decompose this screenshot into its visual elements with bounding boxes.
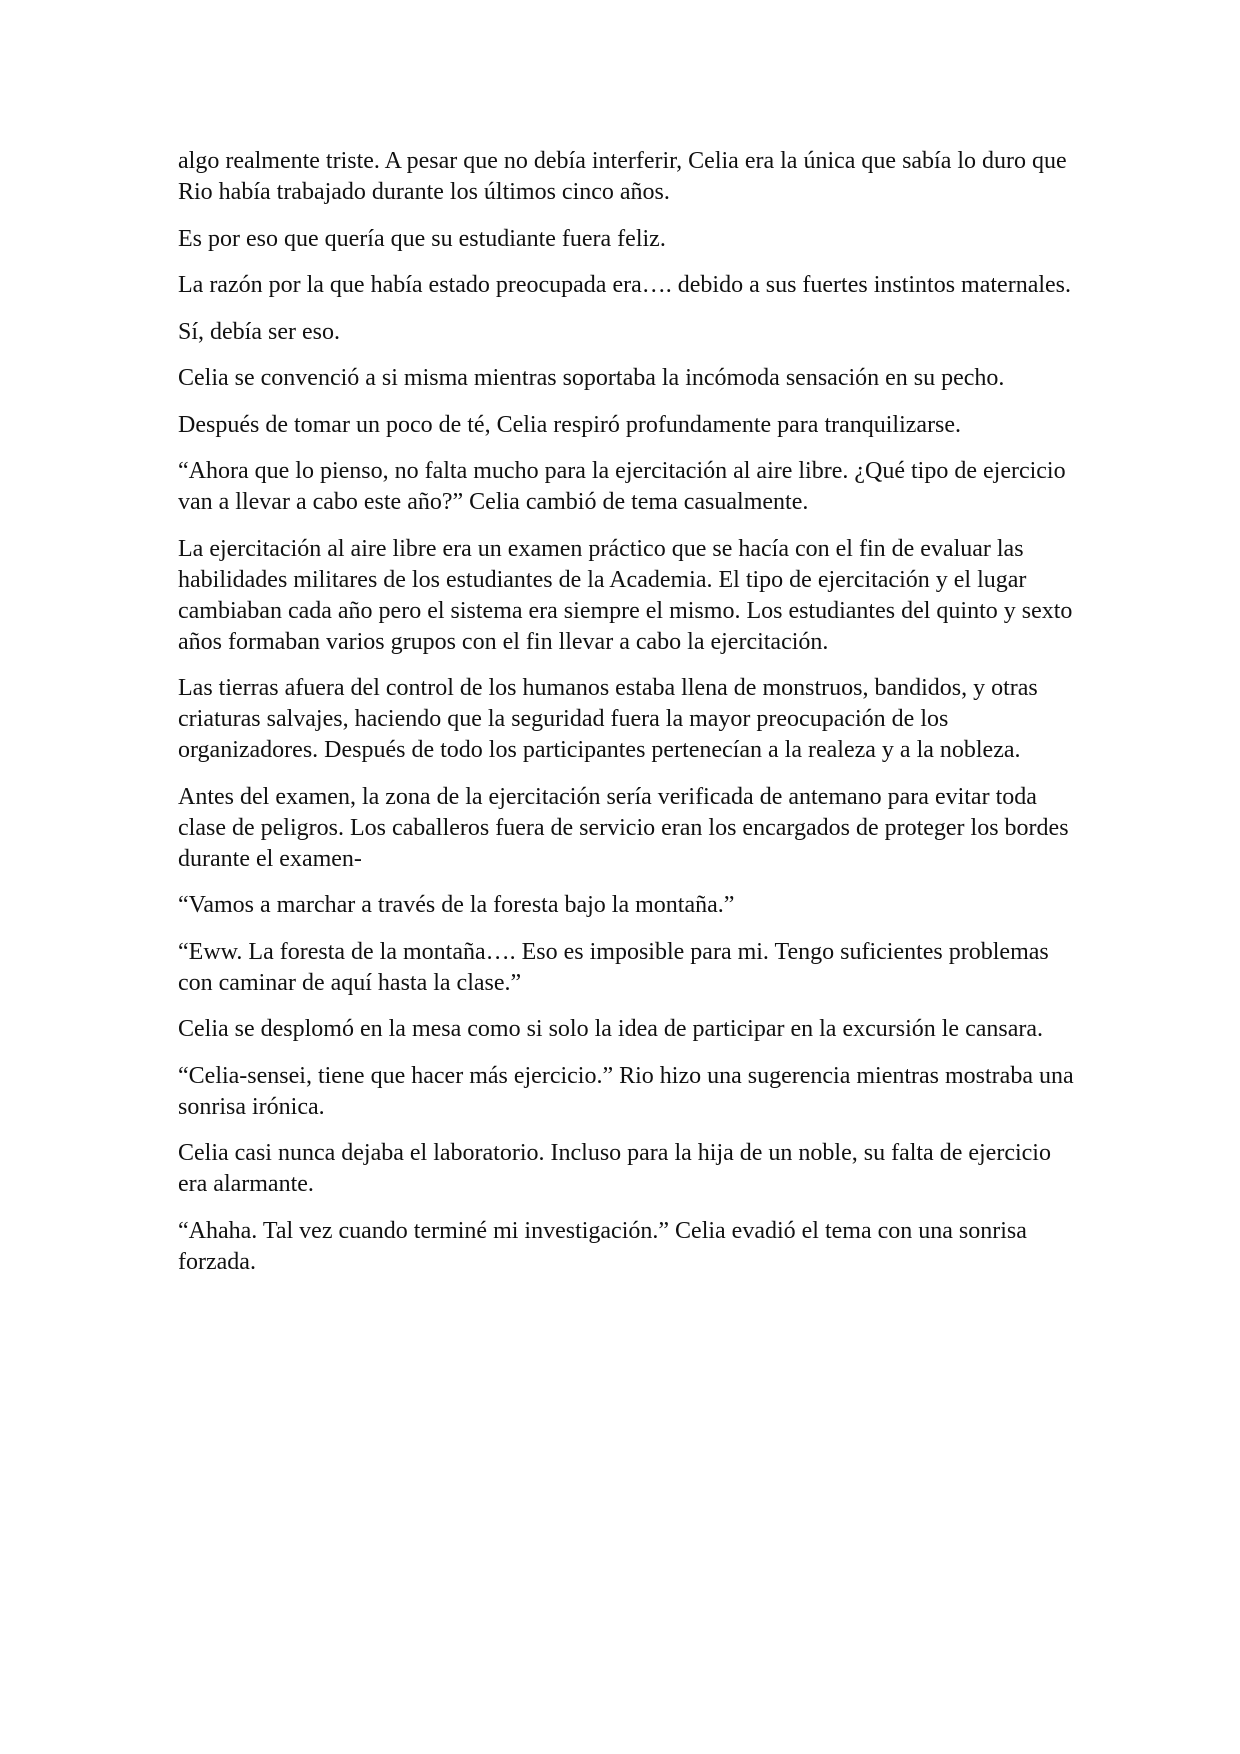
paragraph: “Ahaha. Tal vez cuando terminé mi investigación.” Celia evadió el tema con una sonrisa forzada. (178, 1217, 1027, 1275)
paragraph: Sí, debía ser eso. (178, 318, 340, 345)
paragraph: algo realmente triste. A pesar que no debía interferir, Celia era la única que sabía lo duro que Rio había trabajado durante los últimos cinco años. (178, 148, 1067, 205)
paragraph: Es por eso que quería que su estudiante fuera feliz. (178, 225, 666, 252)
document-body (178, 146, 1078, 1293)
paragraph: Celia casi nunca dejaba el laboratorio. Incluso para la hija de un noble, su falta de ejercicio era alarmante. (178, 1140, 1051, 1197)
paragraph: Las tierras afuera del control de los humanos estaba llena de monstruos, bandidos, y otras criaturas salvajes, haciendo que la seguridad fuera la mayor preocupación de los organizadores. Después de todo los participantes pertenecían a la realeza y a la nobleza. (178, 675, 1038, 763)
paragraph: Celia se desplomó en la mesa como si solo la idea de participar en la excursión le cansara. (178, 1016, 1044, 1042)
paragraph: “Vamos a marchar a través de la foresta bajo la montaña.” (178, 892, 735, 918)
paragraph: La razón por la que había estado preocupada era…. debido a sus fuertes instintos maternales. (178, 272, 1072, 298)
paragraph: “Celia-sensei, tiene que hacer más ejercicio.” Rio hizo una sugerencia mientras mostraba una sonrisa irónica. (178, 1062, 1074, 1120)
paragraph: La ejercitación al aire libre era un examen práctico que se hacía con el fin de evaluar las habilidades militares de los estudiantes de la Academia. El tipo de ejercitación y el lugar cambiaban cada año pero el sistema era siempre el mismo. Los estudiantes del quinto y sexto años formaban varios grupos con el fin llevar a cabo la ejercitación. (178, 535, 1073, 655)
paragraph: Después de tomar un poco de té, Celia respiró profundamente para tranquilizarse. (178, 411, 962, 438)
paragraph: Antes del examen, la zona de la ejercitación sería verificada de antemano para evitar toda clase de peligros. Los caballeros fuera de servicio eran los encargados de proteger los bordes durante el examen- (178, 783, 1069, 872)
paragraph: Celia se convenció a si misma mientras soportaba la incómoda sensación en su pecho. (178, 365, 1005, 391)
paragraph: “Eww. La foresta de la montaña…. Eso es imposible para mi. Tengo suficientes problemas con caminar de aquí hasta la clase.” (178, 938, 1049, 996)
paragraph: “Ahora que lo pienso, no falta mucho para la ejercitación al aire libre. ¿Qué tipo de ejercicio van a llevar a cabo este año?” Celia cambió de tema casualmente. (178, 458, 1066, 515)
